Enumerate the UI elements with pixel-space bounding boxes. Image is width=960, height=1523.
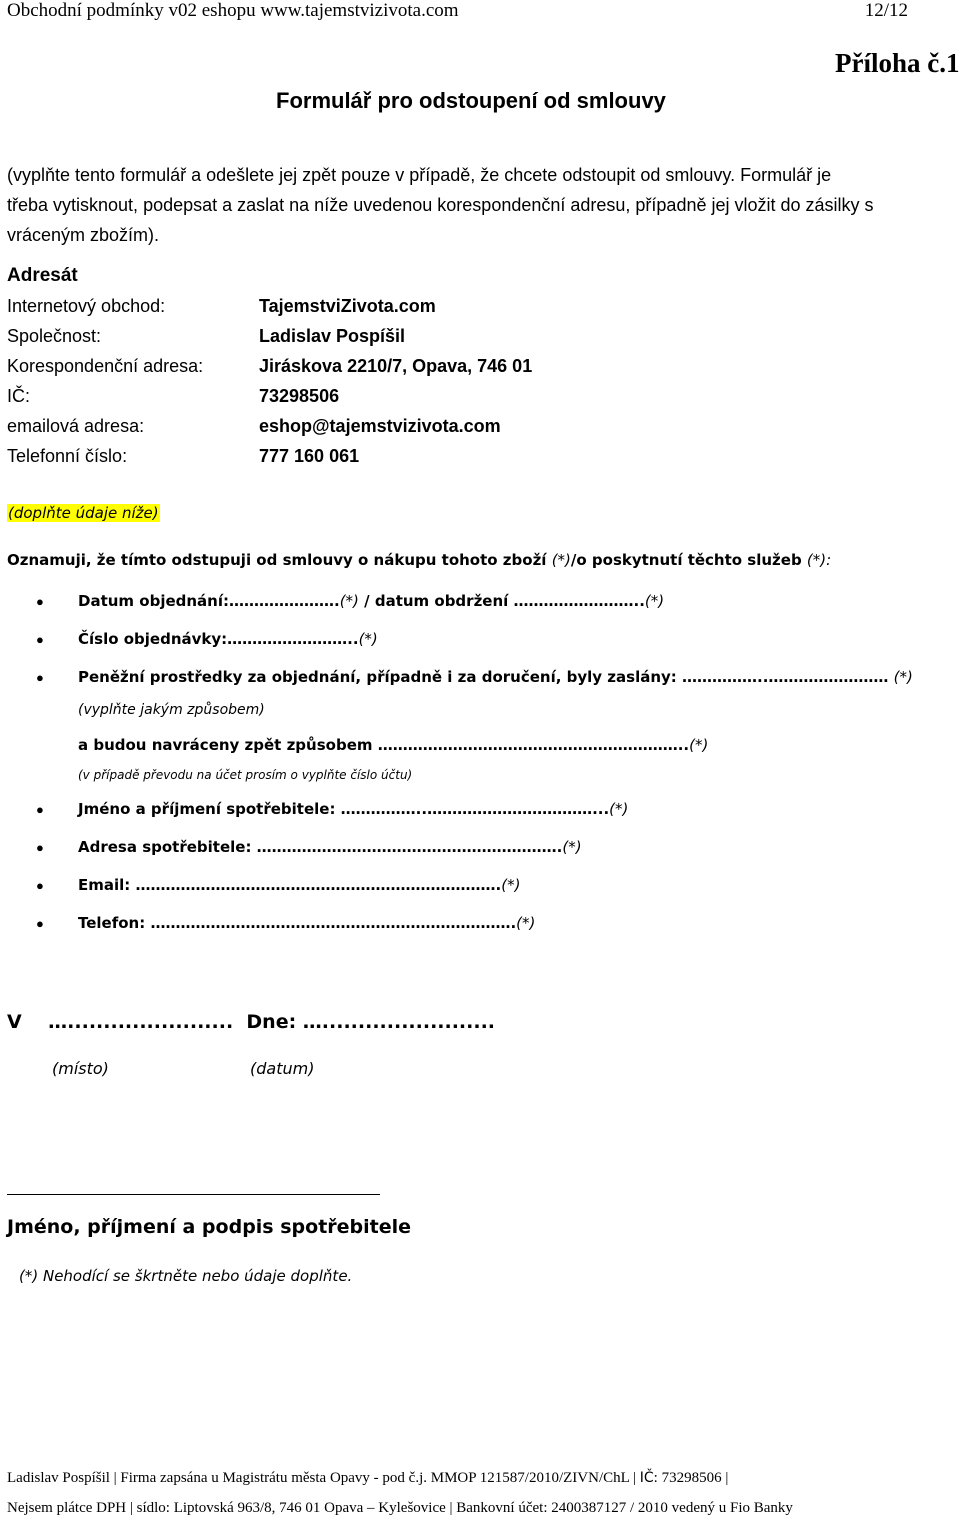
fill-note: (doplňte údaje níže) <box>8 504 159 522</box>
date-label: (datum) <box>250 1059 315 1078</box>
footer-line-2: Nejsem plátce DPH | sídlo: Liptovská 963/8, 746 01 Opava – Kylešovice | Bankovní účet: 2400387127 / 2010 vedený u Fio Banky <box>7 1500 793 1516</box>
annex-label: Příloha č.1 <box>835 48 960 78</box>
bullet-icon: ● <box>36 878 44 893</box>
bullet-icon: ● <box>36 840 44 855</box>
place-label: (místo) <box>52 1059 109 1078</box>
consumer-address-field[interactable]: Adresa spotřebitele: …………………………………………………….(*) <box>78 838 582 856</box>
footnote: (*) Nehodící se škrtněte nebo údaje doplňte. <box>19 1267 353 1285</box>
order-date-field[interactable]: Datum objednání:………………….(*) / datum obdržení ……………………..(*) <box>78 592 665 610</box>
bullet-icon: ● <box>36 802 44 817</box>
recipient-heading: Adresát <box>7 265 78 286</box>
ico-value: 73298506 <box>259 386 340 406</box>
bullet-icon: ● <box>36 594 44 609</box>
order-number-field[interactable]: Číslo objednávky:……………………..(*) <box>78 630 378 648</box>
phone-value: 777 160 061 <box>259 446 360 466</box>
place-date-line[interactable]: V …....................... Dne: …........................ <box>7 1011 496 1033</box>
consumer-phone-field[interactable]: Telefon: ……………………………………………………………….(*) <box>78 914 536 932</box>
refund-field[interactable]: a budou navráceny zpět způsobem ……………………………………………………..(*) <box>78 736 709 754</box>
statement: Oznamuji, že tímto odstupuji od smlouvy o nákupu tohoto zboží (*)/o poskytnutí těchto služeb (*): <box>7 551 832 569</box>
company-value: Ladislav Pospíšil <box>259 326 406 346</box>
address-label: Korespondenční adresa: <box>7 356 204 376</box>
consumer-name-field[interactable]: Jméno a příjmení spotřebitele: ……………..……………………………...(*) <box>78 800 629 818</box>
address-value: Jiráskova 2210/7, Opava, 746 01 <box>259 356 533 376</box>
bullet-icon: ● <box>36 670 44 685</box>
consumer-email-field[interactable]: Email: ……………………………………………………………….(*) <box>78 876 521 894</box>
footer-line-1: Ladislav Pospíšil | Firma zapsána u Magistrátu města Opavy - pod č.j. MMOP 121587/2010/ZIVN/ChL | IČ: 73298506 | <box>7 1470 729 1486</box>
page-header: Obchodní podmínky v02 eshopu www.tajemstvizivota.com <box>7 0 459 21</box>
page-number: 12/12 <box>864 0 908 21</box>
email-label: emailová adresa: <box>7 416 145 436</box>
intro-line-3: vráceným zbožím). <box>7 225 160 245</box>
signature-line[interactable] <box>7 1194 380 1195</box>
shop-value: TajemstviZivota.com <box>259 296 436 316</box>
funds-field[interactable]: Peněžní prostředky za objednání, případně i za doručení, byly zaslány: ……………..…………………… (*) <box>78 668 913 686</box>
ico-label: IČ: <box>7 386 31 406</box>
page-title: Formulář pro odstoupení od smlouvy <box>276 88 666 113</box>
email-value: eshop@tajemstvizivota.com <box>259 416 501 436</box>
intro-line-1: (vyplňte tento formulář a odešlete jej zpět pouze v případě, že chcete odstoupit od smlouvy. Formulář je <box>7 165 832 185</box>
refund-note: (v případě převodu na účet prosím o vyplňte číslo účtu) <box>78 768 413 782</box>
bullet-icon: ● <box>36 632 44 647</box>
company-label: Společnost: <box>7 326 102 346</box>
bullet-icon: ● <box>36 916 44 931</box>
signature-label: Jméno, příjmení a podpis spotřebitele <box>7 1216 412 1238</box>
funds-note: (vyplňte jakým způsobem) <box>78 702 265 718</box>
shop-label: Internetový obchod: <box>7 296 166 316</box>
phone-label: Telefonní číslo: <box>7 446 128 466</box>
intro-line-2: třeba vytisknout, podepsat a zaslat na níže uvedenou korespondenční adresu, případně jej vložit do zásilky s <box>7 195 874 215</box>
